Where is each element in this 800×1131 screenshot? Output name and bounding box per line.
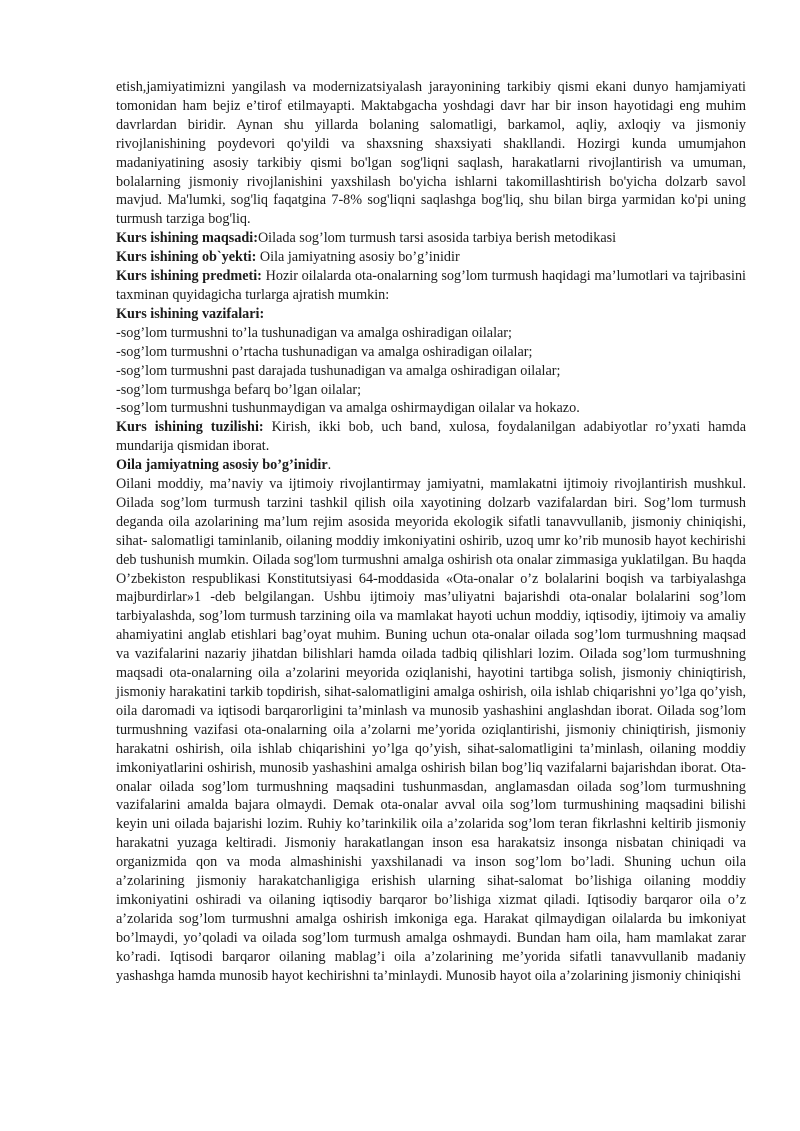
document-page [116, 78, 746, 986]
structure-label: Kurs ishining tuzilishi: [116, 419, 264, 436]
section-heading-suffix: . [327, 457, 332, 474]
goal-label: Kurs ishining maqsadi: [116, 230, 258, 247]
section-heading: Oila jamiyatning asosiy bo’g’inidir [116, 457, 328, 474]
goal-line [116, 229, 746, 248]
object-label: Kurs ishining ob`yekti: [116, 249, 257, 266]
section-heading-line [116, 456, 746, 475]
intro-paragraph: etish,jamiyatimizni yangilash va modernizatsiyalash jarayonining tarkibiy qismi ekani dunyo hamjamiyati tomonidan ham bejiz e’tirof etilmayapti. Maktabgacha yoshdagi davr har bir inson hayotidagi eng muhim davrlardan biridir. Aynan shu yillarda bolaning salomatligi, barkamol, aqliy, axloqiy va jismoniy rivojlanishining poydevori qo'yildi va shaxsning shaxsiyati shakllandi. Hozirgi kunda umumjahon madaniyatining asosiy tarkibiy qismi bo'lgan sog'liqni saqlash, harakatlarni rivojlantirish va umuman, bolalarning jismoniy rivojlanishini yaxshilash bo'yicha ishlarni takomillashtirish bo'yicha dolzarb savol mavjud. Ma'lumki, sog'liq faqatgina 7-8% sog'liqni saqlashga bog'liq, shu bilan birga yarmidan ko'pi uning turmush tarziga bog'liq. [116, 79, 746, 228]
tasks-heading: Kurs ishining vazifalari: [116, 305, 265, 322]
goal-text: Oilada sog’lom turmush tarsi asosida tarbiya berish metodikasi [257, 230, 617, 247]
subject-line [116, 267, 746, 305]
body-paragraph: Oilani moddiy, ma’naviy va ijtimoiy rivojlantirmay jamiyatni, mamlakatni ijtimoiy rivojlantirish mushkul. Oilada sog’lom turmush tarzini tashkil qilish oila xayotining dolzarb vazifalardan biri. Sog’lom turmush deganda oila azolarining ma’lum rejim asosida meyorida ekologik sifatli tanavvullanib, jismoniy chiniqishi, sihat- salomatligi taminlanib, oilaning moddiy imkoniyatini oshirib, uzoq umr ko’rib munosib hayot kechirishi deb tushunish mumkin. Oilada sog'lom turmushni amalga oshirish ota onalar zimmasiga yuklatilgan. Bu haqda O’zbekiston respublikasi Konstitutsiyasi 64-moddasida «Ota-onalar o’z bolalarini boqish va tarbiyalashga majburdirlar»1 -deb belgilangan. Ushbu ijtimoiy mas’uliyatni bajarishdi ota-onalar bolalarini sog’lom tarbiyalashda, sog’lom turmush tarzining oila va mamlakat hayoti uchun moddiy, iqtisodiy, ijtimoiy va amaliy ahamiyatini anglab etishlari bag’oyat muhim. Buning uchun ota-onalar oilada sog’lom turmushning maqsad va vazifalarini nazariy jihatdan bilishlari hamda oilada tadbiq qilishlari lozim. Oilada sog’lom turmushning maqsadi ota-onalarning oila a’zolarini meyorida oziqlanishi, hayotini tartibga solish, jismoniy chiniqtirish, jismoniy harakatini tarkib topdirish, sihat-salomatligini amalga oshirish, oila ishlab chiqarishni yo’lga qo’yish, oila daromadi va iqtisodi barqarorligini ta’minlash va munosib yashashini anglashdan iborat. Oilada sog’lom turmushning vazifasi ota-onalarning oila a’zolarni me’yorida oziqlantirishi, jismoniy chiniqtirish, jismoniy harakatni oshirish, oila ishlab chiqarishini yo’lga qo’yish, sihat-salomatligini ta’minlash, oilaning moddiy imkoniyatlarini oshirish, munosib yashashini amalga oshirish bilan bog’liq vazifalarni bajarishdan iborat. Ota-onalar oilada sog’lom turmushning maqsadini tushunmasdan, anglamasdan oilada sog’lom turmushning vazifalarini amalda bajara olmaydi. Demak ota-onalar avval oila sog’lom turmushining maqsadini bilishi keyin uni oilada bajarishi lozim. Ruhiy ko’tarinkilik oila a’zolarida sog’lom teran fikrlashni keltirib jismoniy harakatni yuzaga keltiradi. Jismoniy harakatlangan inson esa harakatsiz insonga nisbatan chiniqadi va organizmida qon va moda almashinishi yaxshilanadi va inson sog’lom bo’ladi. Shuning uchun oila a’zolarining jismoniy harakatchanligiga erishish ularning sihat-salomat bo’lishiga oilaning moddiy imkoniyatini oshiradi va oilaning iqtisodiy barqaror bo’lishiga xizmat qiladi. Iqtisodiy barqaror oila o’z a’zolarida sog’lom turmushni amalga oshirish imkoniga ega. Harakat qilmaydigan oilalarda bu imkoniyat bo’lmaydi, yo’qoladi va oilada sog’lom turmush amalga oshmaydi. Bundan ham oila, ham mamlakat zarar ko’radi. Iqtisodi barqaror oilaning mablag’i oila a’zolarining me’yorida sifatli tanavvullanib madaniy yashashga hamda munosib hayot kechirishni ta’minlaydi. Munosib hayot oila a’zolarining jismoniy chiniqishi [116, 476, 746, 984]
object-text: Oila jamiyatning asosiy bo’g’inidir [256, 249, 460, 266]
task-item: -sog’lom turmushni tushunmaydigan va amalga oshirmaydigan oilalar va hokazo. [116, 400, 580, 417]
task-item: -sog’lom turmushni to’la tushunadigan va amalga oshiradigan oilalar; [116, 324, 512, 341]
subject-label: Kurs ishining predmeti: [116, 268, 262, 285]
subject-text: Hozir oilalarda ota-onalarning sog’lom turmush haqidagi ma’lumotlari va tajribasini taxminan quyidagicha turlarga ajratish mumkin: [116, 268, 747, 303]
object-line [116, 248, 746, 267]
structure-line [116, 418, 746, 456]
task-item: -sog’lom turmushga befarq bo’lgan oilalar; [116, 381, 362, 398]
structure-text: Kirish, ikki bob, uch band, xulosa, foydalanilgan adabiyotlar ro’yxati hamda mundarija qismidan iborat. [116, 419, 746, 455]
task-item: -sog’lom turmushni o’rtacha tushunadigan va amalga oshiradigan oilalar; [116, 343, 533, 360]
task-item: -sog’lom turmushni past darajada tushunadigan va amalga oshiradigan oilalar; [116, 362, 561, 379]
